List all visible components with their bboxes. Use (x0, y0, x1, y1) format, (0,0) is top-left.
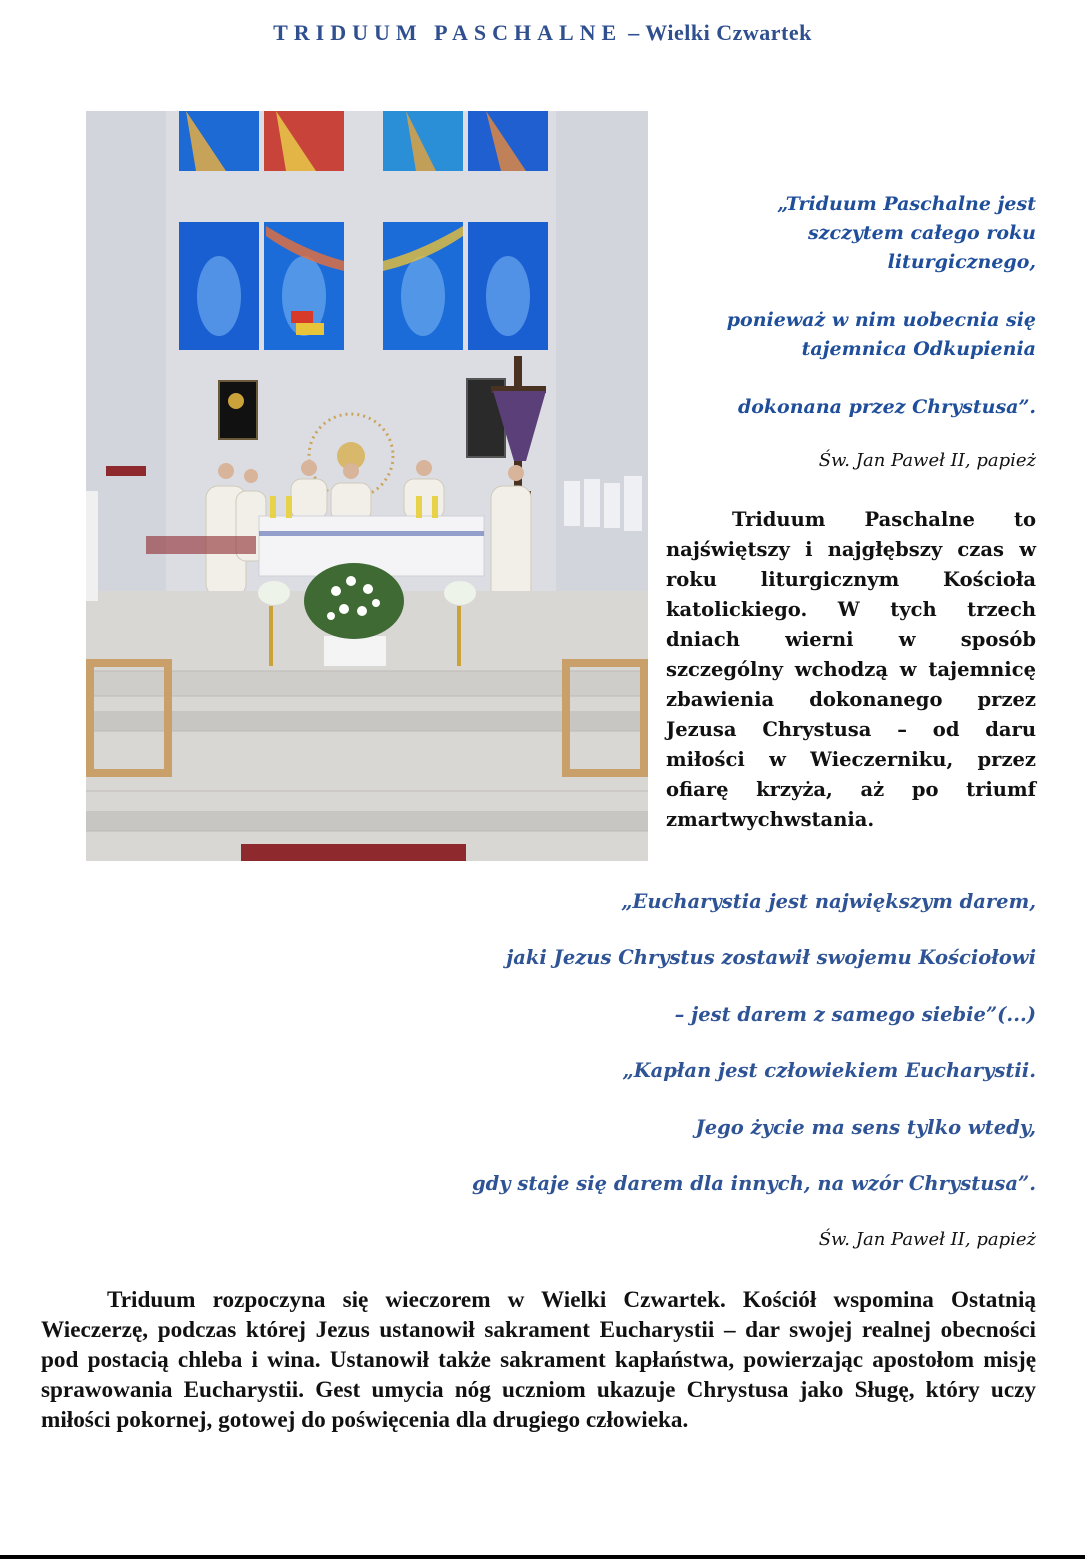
quote-line: Jego życie ma sens tylko wtedy, (695, 1115, 1036, 1139)
quote-line: ponieważ w nim uobecnia się tajemnica Odkupienia (726, 309, 1036, 360)
body-paragraph-1-text: Triduum Paschalne to najświętszy i najgłębszy czas w roku liturgicznym Kościoła katolickiego. W tych trzech dniach wierni w sposób szczególny wchodzą w tajemnicę zbawienia dokonanego przez Jezusa Chrystusa – od daru miłości w Wieczerniku, przez ofiarę krzyża, aż po triumf zmartwychwstania. (666, 508, 1036, 831)
quote-line: jaki Jezus Chrystus zostawił swojemu Kościołowi (506, 946, 1036, 970)
quote-block-1 (676, 190, 1036, 451)
quote-attribution-1: Św. Jan Paweł II, papież (818, 450, 1036, 471)
quote-line: dokonana przez Chrystusa”. (737, 396, 1036, 418)
church-altar-photo (86, 111, 648, 861)
quote-block-2 (336, 888, 1036, 1226)
quote-line: „Triduum Paschalne jest szczytem całego roku liturgicznego, (777, 193, 1036, 273)
quote-line: „Kapłan jest człowiekiem Eucharystii. (622, 1059, 1036, 1083)
body-paragraph-2 (41, 1285, 1036, 1435)
page-title (0, 20, 1085, 46)
page-bottom-border (0, 1555, 1085, 1559)
quote-line: – jest darem z samego siebie”(...) (674, 1002, 1036, 1026)
title-main: TRIDUUM PASCHALNE (273, 20, 623, 45)
quote-line: „Eucharystia jest największym darem, (621, 890, 1036, 913)
title-subtitle: – Wielki Czwartek (622, 20, 812, 45)
quote-attribution-2: Św. Jan Paweł II, papież (818, 1229, 1036, 1250)
body-paragraph-2-text: Triduum rozpoczyna się wieczorem w Wielki Czwartek. Kościół wspomina Ostatnią Wieczerzę, podczas której Jezus ustanowił sakrament Eucharystii – dar swojej realnej obecności pod postacią chleba i wina. Ustanowił także sakrament kapłaństwa, powierzając apostołom misję sprawowania Eucharystii. Gest umycia nóg uczniom ukazuje Chrystusa jako Sługę, który uczy miłości pokornej, gotowej do poświęcenia dla drugiego człowieka. (41, 1287, 1036, 1433)
quote-line: gdy staje się darem dla innych, na wzór Chrystusa”. (471, 1171, 1036, 1195)
body-paragraph-1 (666, 505, 1036, 835)
